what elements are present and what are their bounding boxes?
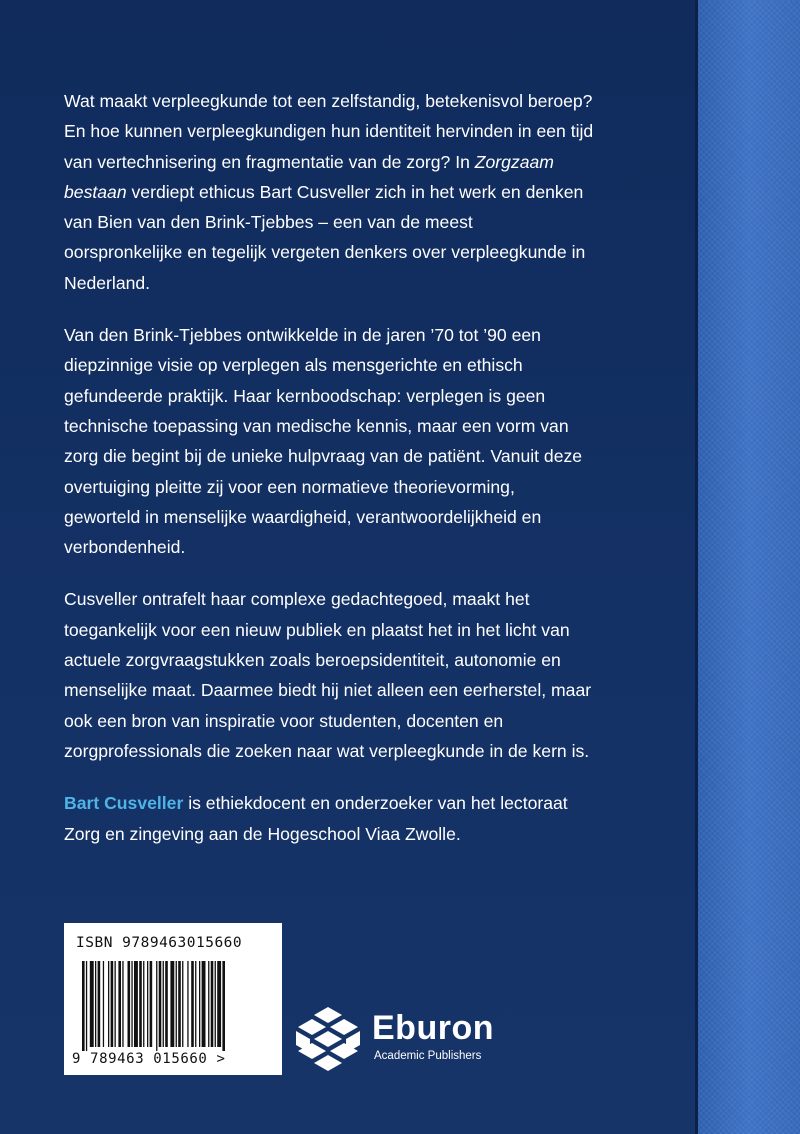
barcode-digits: 9 789463 015660 > — [72, 1051, 226, 1067]
barcode-bar — [86, 961, 87, 1051]
book-title-italic: Zorgzaam bestaan — [64, 151, 554, 202]
barcode-bar — [176, 961, 177, 1047]
barcode-bar — [95, 961, 96, 1047]
eburon-cube-icon — [292, 1005, 364, 1073]
barcode-bar — [150, 961, 153, 1047]
barcode-bar — [134, 961, 138, 1047]
barcode-bar — [187, 961, 188, 1047]
blurb-paragraph-3: Cusveller ontrafelt haar complexe gedachtegoed, maakt het toegankelijk voor een nieuw publiek en plaatst het in het licht van actuele zorgvraagstukken zoals beroepsidentiteit, autonomie en menselijke maat. Daarmee biedt hij niet alleen een eerherstel, maar ook een bron van inspiratie voor studenten, docenten en zorgprofessionals die zoeken naar wat verpleegkunde in de kern is. — [64, 589, 592, 761]
barcode-bar — [98, 961, 101, 1047]
publisher-logo — [292, 1005, 502, 1075]
barcode-bar — [103, 961, 104, 1047]
isbn-label: ISBN 9789463015660 — [76, 935, 243, 951]
barcode-bar — [143, 961, 144, 1047]
barcode-bar — [165, 961, 168, 1047]
barcode-bar — [90, 961, 94, 1047]
barcode-bar — [82, 961, 85, 1051]
barcode-bar — [191, 961, 194, 1047]
barcode-bar — [208, 961, 209, 1047]
author-bio-text: is ethiekdocent en onderzoeker van het lectoraat Zorg en zingeving aan de Hogeschool Viaa Zwolle. — [64, 793, 568, 844]
book-spine — [698, 0, 800, 1134]
barcode-bar — [178, 961, 181, 1047]
publisher-name: Eburon — [372, 1009, 494, 1047]
barcode-bar — [128, 961, 131, 1047]
barcode-bar — [131, 961, 132, 1047]
barcode-bar — [211, 961, 214, 1047]
barcode-bar — [118, 961, 121, 1047]
barcode-bar — [111, 961, 114, 1047]
barcode-bar — [163, 961, 164, 1047]
barcode-bar — [170, 961, 174, 1047]
barcode-bar — [115, 961, 116, 1047]
publisher-tagline: Academic Publishers — [374, 1050, 482, 1062]
barcode-bar — [108, 961, 109, 1047]
author-bio — [64, 788, 594, 849]
barcode-bar — [199, 961, 200, 1047]
barcode-bar — [122, 961, 123, 1047]
barcode-bar — [222, 961, 225, 1051]
barcode-bar — [182, 961, 183, 1047]
barcode-bar — [215, 961, 216, 1047]
barcode-bar — [147, 961, 148, 1047]
blurb-paragraph-1: Wat maakt verpleegkunde tot een zelfstandig, betekenisvol beroep? En hoe kunnen verpleegkundigen hun identiteit hervinden in een tijd van vertechnisering en fragmentatie van de zorg? In Zorgzaam bestaan verdiept ethicus Bart Cusveller zich in het werk en denken van Bien van den Brink-Tjebbes – een van de meest oorspronkelijke en tegelijk vergeten denkers over verpleegkunde in Nederland. — [64, 91, 594, 293]
blurb-paragraph-2: Van den Brink-Tjebbes ontwikkelde in de jaren ’70 tot ’90 een diepzinnige visie op verplegen als mensgerichte en ethisch gefundeerde praktijk. Haar kernboodschap: verplegen is geen technische toepassing van medische kennis, maar een vorm van zorg die begint bij de unieke hulpvraag van de patiënt. Vanuit deze overtuiging pleitte zij voor een normatieve theorievorming, geworteld in menselijke waardigheid, verantwoordelijkheid en verbondenheid. — [64, 325, 583, 558]
barcode-bar — [139, 961, 142, 1047]
isbn-barcode — [64, 923, 282, 1075]
barcode-bar — [202, 961, 206, 1047]
barcode-bar — [159, 961, 162, 1047]
barcode-bar — [156, 961, 157, 1051]
barcode-bar — [195, 961, 196, 1047]
blurb-text — [64, 86, 594, 871]
barcode-bar — [217, 961, 221, 1047]
author-name: Bart Cusveller — [64, 793, 184, 814]
